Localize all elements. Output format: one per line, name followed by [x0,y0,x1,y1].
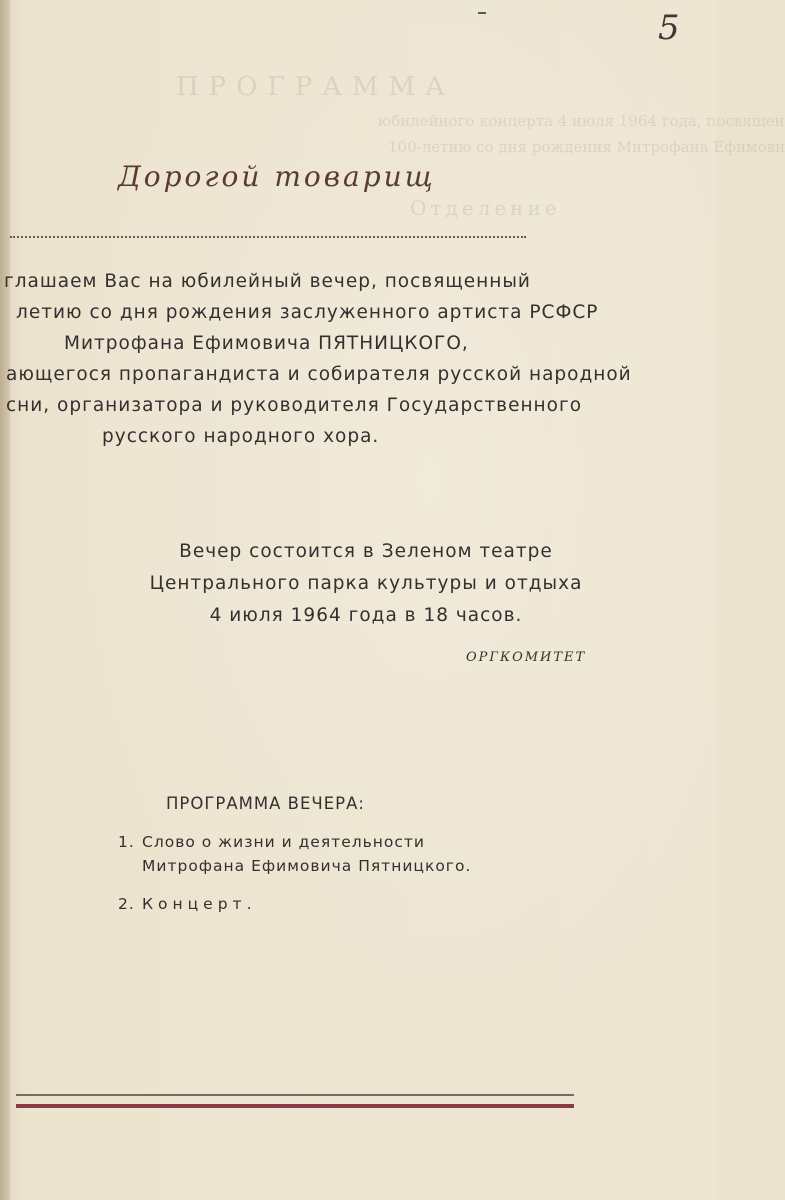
organizing-committee: ОРГКОМИТЕТ [466,650,587,665]
invitation-line: летию со дня рождения заслуженного артиста РСФСР [16,302,599,323]
name-blank-line [10,236,526,238]
program-item [118,892,471,916]
program-item-number: 2. [118,895,135,913]
program-list [118,830,471,930]
invitation-line: ающегося пропагандиста и собирателя русской народной [6,364,632,385]
page-number: 5 [658,8,680,48]
bleed-through-line: Отделение [410,196,561,220]
program-item [118,830,471,878]
invitation-line: русского народного хора. [102,426,380,447]
divider-rule [16,1094,574,1096]
mark [478,12,486,14]
bleed-through-title: ПРОГРАММА [176,72,455,102]
program-item-text: Концерт. [142,895,257,913]
event-details [146,536,586,632]
event-park: Центрального парка культуры и отдыха [149,573,583,594]
invitation-line: глашаем Вас на юбилейный вечер, посвященный [4,271,531,292]
bleed-through-line: юбилейного концерта 4 июля 1964 года, посвящен [378,112,785,130]
program-heading: ПРОГРАММА ВЕЧЕРА: [166,794,365,813]
program-item-text: Слово о жизни и деятельности [142,833,426,851]
invitation-line: Митрофана Ефимовича ПЯТНИЦКОГО, [64,333,469,354]
binding-edge [0,0,10,1200]
program-item-text: Митрофана Ефимовича Пятницкого. [142,857,472,875]
event-venue: Вечер состоится в Зеленом театре [179,541,553,562]
invitation-line: сни, организатора и руководителя Государственного [6,395,583,416]
event-date: 4 июля 1964 года в 18 часов. [209,605,523,626]
salutation: Дорогой товарищ [118,160,436,193]
program-item-number: 1. [118,833,135,851]
divider-rule-accent [16,1104,574,1108]
bleed-through-line: 100-летию со дня рождения Митрофана Ефимови [388,138,785,156]
